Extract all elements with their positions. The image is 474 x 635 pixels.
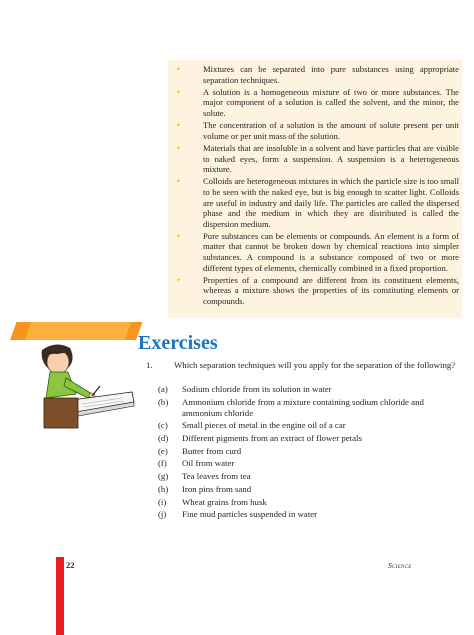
question-part <box>158 471 458 482</box>
bullet-icon: • <box>177 142 181 153</box>
summary-text: Pure substances can be elements or compounds. An element is a form of matter that cannot be broken down by chemical reactions into simpler substances. A compound is a substance composed of two or more different types of elements, chemically combined in a fixed proportion. <box>203 230 459 273</box>
part-label: (b) <box>158 396 169 407</box>
summary-point <box>173 176 459 229</box>
student-writing-illustration <box>36 340 136 432</box>
bullet-icon: • <box>177 64 181 74</box>
summary-text: Properties of a compound are different from its constituent elements, whereas a mixture shows the properties of its constituting elements or compounds. <box>203 274 459 307</box>
bullet-icon: • <box>177 176 181 187</box>
exercises-header-band-highlight <box>25 322 132 340</box>
bullet-icon: • <box>177 120 181 131</box>
book-label: Science <box>388 561 412 570</box>
part-label: (e) <box>158 445 168 456</box>
part-text: Butter from curd <box>182 445 242 456</box>
part-text: Small pieces of metal in the engine oil of a car <box>182 420 346 431</box>
bullet-icon: • <box>177 86 181 97</box>
part-label: (j) <box>158 509 167 520</box>
part-text: Iron pins from sand <box>182 483 252 494</box>
exercises-title: Exercises <box>138 332 218 354</box>
question-part <box>158 384 458 395</box>
summary-point <box>173 120 459 141</box>
part-text: Tea leaves from tea <box>182 471 251 482</box>
bullet-icon: • <box>177 274 181 285</box>
part-label: (i) <box>158 496 167 507</box>
question-part <box>158 397 458 419</box>
part-text: Ammonium chloride from a mixture containing sodium chloride and ammonium chloride <box>182 396 424 418</box>
page-margin-bar <box>56 557 64 635</box>
summary-text: Colloids are heterogeneous mixtures in which the particle size is too small to be seen with the naked eye, but is big enough to scatter light. Colloids are useful in industry and daily life. The particles are called the dispersed phase and the medium in which they are distributed is called the dispersion medium. <box>203 176 459 229</box>
summary-point <box>173 275 459 307</box>
question-part <box>158 433 458 444</box>
part-label: (f) <box>158 458 167 469</box>
summary-point <box>173 64 459 85</box>
part-text: Fine mud particles suspended in water <box>182 509 318 520</box>
summary-text: Mixtures can be separated into pure substances using appropriate separation techniques. <box>203 64 459 85</box>
part-text: Different pigments from an extract of flower petals <box>182 433 362 444</box>
part-label: (a) <box>158 384 168 394</box>
part-label: (h) <box>158 483 169 494</box>
summary-list <box>173 64 459 308</box>
part-label: (d) <box>158 433 169 444</box>
question-part <box>158 446 458 457</box>
summary-text: Materials that are insoluble in a solvent and have particles that are visible to naked eyes, form a suspension. A suspension is a heterogeneous mixture. <box>203 142 459 175</box>
summary-text: The concentration of a solution is the amount of solute present per unit volume or per unit mass of the solution. <box>203 120 459 141</box>
summary-point <box>173 87 459 119</box>
question-number: 1. <box>146 360 153 370</box>
part-label: (g) <box>158 471 169 482</box>
question-part <box>158 509 458 520</box>
question-part <box>158 484 458 495</box>
bullet-icon: • <box>177 230 181 241</box>
part-text: Wheat grains from husk <box>182 496 267 507</box>
part-label: (c) <box>158 420 168 431</box>
question-part <box>158 497 458 508</box>
question-parts-list <box>158 384 458 522</box>
question-text: Which separation techniques will you apply for the separation of the following? <box>174 360 456 370</box>
question-part <box>158 420 458 431</box>
summary-point <box>173 231 459 273</box>
part-text: Sodium chloride from its solution in water <box>182 384 332 394</box>
summary-text: A solution is a homogeneous mixture of two or more substances. The major component of a solution is called the solvent, and the minor, the solute. <box>203 86 459 118</box>
summary-point <box>173 143 459 175</box>
page-number: 22 <box>66 560 75 570</box>
question-part <box>158 458 458 469</box>
part-text: Oil from water <box>182 458 235 469</box>
